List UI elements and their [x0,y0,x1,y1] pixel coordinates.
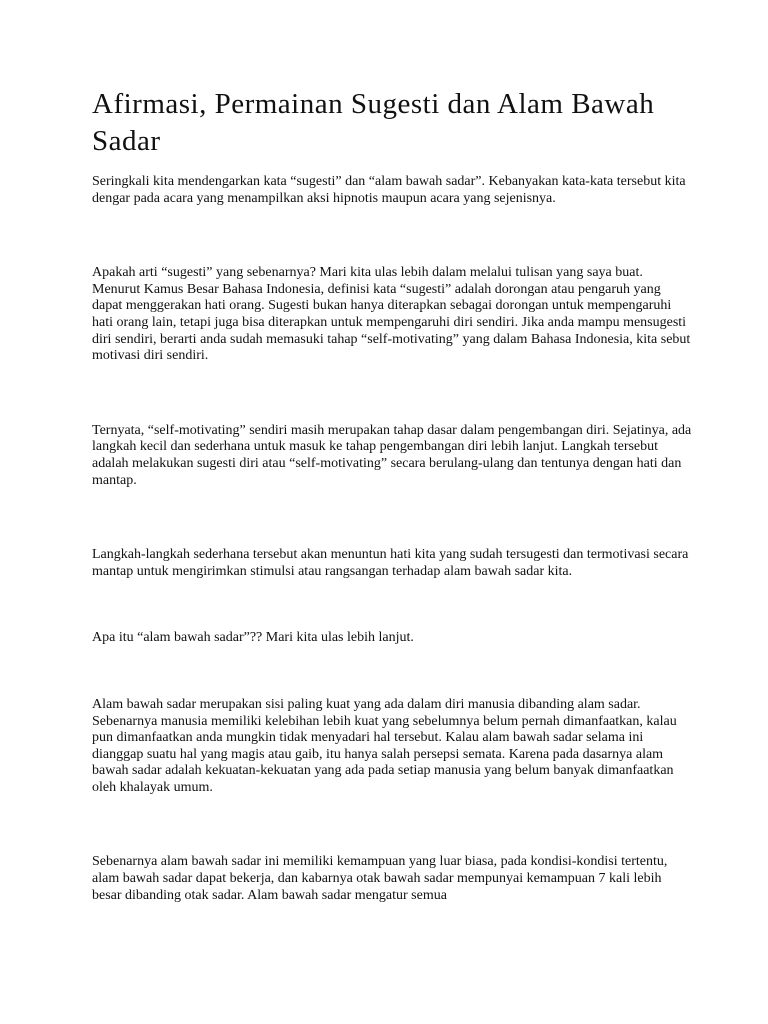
paragraph-langkah-sederhana: Langkah-langkah sederhana tersebut akan menuntun hati kita yang sudah tersugesti dan termotivasi secara mantap untuk mengirimkan stimulsi atau rangsangan terhadap alam bawah sadar kita. [92,547,689,579]
document-page [92,86,692,904]
paragraph-self-motivating: Ternyata, “self-motivating” sendiri masih merupakan tahap dasar dalam pengembangan diri. Sejatinya, ada langkah kecil dan sederhana untuk masuk ke tahap pengembangan diri lebih lanjut. Langkah tersebut adalah melakukan sugesti diri atau “self-motivating” secara berulang-ulang dan tentunya dengan hati dan mantap. [92,422,692,488]
paragraph-alam-bawah-sadar-question: Apa itu “alam bawah sadar”?? Mari kita ulas lebih lanjut. [92,630,414,646]
paragraph-kemampuan: Sebenarnya alam bawah sadar ini memiliki kemampuan yang luar biasa, pada kondisi-kondisi tertentu, alam bawah sadar dapat bekerja, dan kabarnya otak bawah sadar mempunyai kemampuan 7 kali lebih besar dibanding otak sadar. Alam bawah sadar mengatur semua [92,854,668,903]
paragraph-sugesti-definition: Apakah arti “sugesti” yang sebenarnya? Mari kita ulas lebih dalam melalui tulisan yang saya buat. Menurut Kamus Besar Bahasa Indonesia, definisi kata “sugesti” adalah dorongan atau pengaruh yang dapat menggerakan hati orang. Sugesti bukan hanya diterapkan sebagai dorongan untuk mempengaruhi hati orang lain, tetapi juga bisa diterapkan untuk mempengaruhi diri sendiri. Jika anda mampu mensugesti diri sendiri, berarti anda sudah memasuki tahap “self-motivating” yang dalam Bahasa Indonesia, kita sebut motivasi diri sendiri. [92,265,691,364]
document-title: Afirmasi, Permainan Sugesti dan Alam Bawah Sadar [92,88,655,157]
paragraph-alam-bawah-sadar-explained: Alam bawah sadar merupakan sisi paling kuat yang ada dalam diri manusia dibanding alam sadar. Sebenarnya manusia memiliki kelebihan lebih kuat yang sebelumnya belum pernah dimanfaatkan, kalau pun dimanfaatkan anda mungkin tidak menyadari hal tersebut. Kalau alam bawah sadar selama ini dianggap suatu hal yang magis atau gaib, itu hanya salah persepsi semata. Karena pada dasarnya alam bawah sadar adalah kekuatan-kekuatan yang ada pada setiap manusia yang belum banyak dimanfaatkan oleh khalayak umum. [92,696,677,795]
paragraph-intro: Seringkali kita mendengarkan kata “sugesti” dan “alam bawah sadar”. Kebanyakan kata-kata tersebut kita dengar pada acara yang menampilkan aksi hipnotis maupun acara yang sejenisnya. [92,174,686,206]
